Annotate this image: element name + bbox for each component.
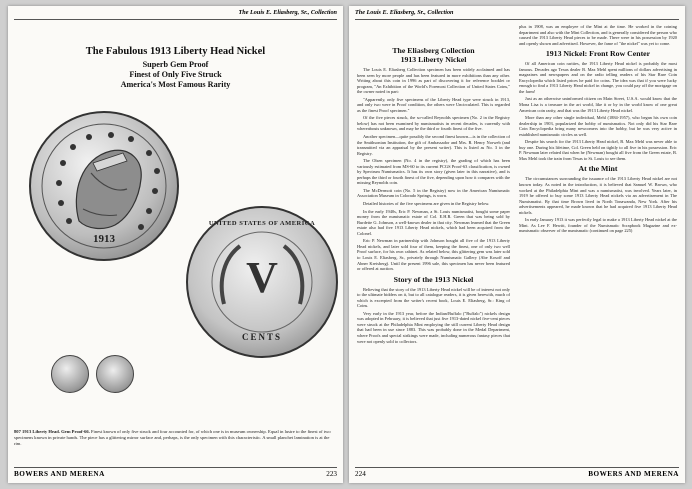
subtitle-line-3: America's Most Famous Rarity: [120, 80, 231, 89]
paragraph: "Apparently, only five specimens of the Liberty Head type were struck in 1913, and only two were in Proof condition, the others were Uncirculated. This is regarded as the finest Proof specimen.": [357, 96, 510, 113]
paragraph: The Louis E. Eliasberg Collection specimen has been widely acclaimed and has been seen by more people and has been featured in more exhibitions than any other. Writing about this coin in 1996 as part of discovering it for reference booklet or program, "An Exhibition of the World's Foremost Collection of United States Coins," the owner noted in part:: [357, 67, 510, 95]
left-page: [8, 6, 343, 483]
caption-title: 1913 Liberty Head. Gem Proof-66.: [22, 429, 90, 434]
paragraph: Eric P. Newman in partnership with Johnson bought all five of the 1913 Liberty Head nickels, and later sold four of them, keeping the finest, one of only two well Proof surface, for his own cabinet. As related below, this glittering gem was later sold to Louis E. Eliasberg, Sr., privately through Numismatic Gallery (Abe Kosoff and Abner Kreisberg). Until the present 1996 sale, this specimen has never been featured or offered at auction.: [357, 238, 510, 272]
paragraph: plus in 1908, was an employee of the Mint at the time. He worked in the coining department and also with the Mint Collection, and is generally considered the person who caused the 1913 Liberty Head pieces to be made. There were in his possession by 1920 and openly shown and advertised. However, the fame of "the nickel" was yet to come.: [519, 24, 677, 46]
right-page: [349, 6, 685, 483]
paragraph: The circumstances surrounding the issuance of the 1913 Liberty Head nickel are not known today. As noted in the introduction, it is believed that Samuel W. Brown, who worked at the Philadelphia Mint and was a numismatist, was involved. Years later, in 1919 he offered to buy some 1913 Liberty Head nickels via an advertisement in The Numismatist. By that time Brown lived in North Tonawanda, New York. After his advertisements appeared, he made known that he had acquired five 1913 Liberty Head nickels.: [519, 176, 677, 215]
paragraph: More than any other single individual, Mehl (1884-1957), who began his own coin dealership in 1903, popularized the hobby of numismatics. Not only did his Star Rare Coin Encyclopedia bring many newcomers into the hobby, but he was very active in established numismatic circles as well.: [519, 115, 677, 137]
paragraph: Of the five pieces struck, the so-called Reynolds specimen (No. 2 in the Registry below) has not been examined by numismatists in recent decades, is currently with whereabouts unknown, and may be the third or fourth finest of the five.: [357, 115, 510, 132]
coin-caption: [14, 429, 334, 447]
page-number: 223: [326, 470, 337, 478]
paragraph: Another specimen—quite possibly the second finest known—is in the collection of the Smithsonian Institution, the gift of Ambassador and Mrs. R. Henry Norweb (and transmitted via an appraisal by the present writer). This is listed as No. 3 in the Registry.: [357, 134, 510, 156]
paragraph: Despite his search for the 1913 Liberty Head nickel, B. Max Mehl was never able to buy one. During his lifetime, Col. Green held on tightly to all five in his possession. Eric P. Newman later related that when he (Newman) bought all five from the Green estate, B. Max Mehl took the train from Texas to St. Louis to see them.: [519, 139, 677, 161]
running-header: The Louis E. Eliasberg, Sr., Collection: [355, 9, 679, 20]
coin-reverse-image: [186, 206, 338, 358]
subtitle-block: [8, 60, 343, 90]
section-title: 1913 Nickel: Front Row Center: [545, 49, 651, 59]
section-subtitle: 1913 Liberty Nickel: [400, 55, 467, 64]
reverse-top-legend: UNITED STATES OF AMERICA: [208, 220, 316, 227]
paragraph: Believing that the story of the 1913 Liberty Head nickel will be of interest not only to the ultimate bidders on it, but to all catalogue readers, it is given herewith, much of which is excerpted from the writer's recent book, Louis E. Eliasberg, Sr.: King of Coins.: [357, 286, 510, 309]
paragraph: Just as an otherwise uninformed citizen on Main Street, U.S.A. would know that the Mona Lisa is a treasure in the art world, like it or by in the world know of one great American coin rarity, and that was the 1913 Liberty Head nickel.: [519, 96, 677, 113]
thumbnail-reverse-image: [96, 355, 134, 393]
paragraph: The McDermott coin (No. 5 in the Registry) now in the American Numismatic Association Museum in Colorado Springs, is worn.: [357, 187, 510, 199]
paragraph: The Olsen specimen (No. 4 in the registry), the grading of which has been variously estimated from MS-60 to its current PCGS Proof-63 classification, is owned by Spectrum Numismatics. It has its own story (given later in this narrative), and is perhaps the third or fourth finest of the five, depending upon how it compares with the missing Reynolds coin.: [357, 158, 510, 186]
column-2: [519, 24, 677, 466]
paragraph: Detailed histories of the five specimens are given in the Registry below.: [363, 201, 490, 207]
coin-obverse-image: [29, 111, 179, 261]
section-title: The Eliasberg Collection: [392, 46, 475, 55]
footer-publisher: BOWERS AND MERENA: [588, 470, 679, 478]
page-footer: [355, 467, 679, 480]
paragraph: In the early 1940s, Eric P. Newman, a St. Louis numismatist, bought some paper money from the numismatic estate of Col. E.H.R. Green that was being sold by Burdette G. Johnson, a well-known dealer in that city. Newman learned that the Green estate also had five 1913 Liberty Head nickels, which had been acquired from the Colonel.: [357, 208, 510, 236]
section-title: At the Mint: [578, 164, 618, 174]
reverse-letter: V: [246, 253, 278, 302]
page-title: The Fabulous 1913 Liberty Head Nickel: [85, 46, 266, 57]
reverse-bottom-legend: CENTS: [241, 332, 282, 342]
footer-publisher: BOWERS AND MERENA: [14, 470, 105, 478]
paragraph: Of all American coin rarities, the 1913 Liberty Head nickel is probably the most famous. Decades ago Texas dealer B. Max Mehl spent millions of dollars advertising in magazines and newspapers and on the radio telling readers of his Star Rare Coin Encyclopedia which listed prices he paid for coins. The idea was that if you were lucky enough to find a 1913 Liberty Head nickel in change, you could pay off the mortgage on the farm!: [519, 61, 677, 94]
running-header: The Louis E. Eliasberg, Sr., Collection: [14, 9, 337, 20]
lot-number: 807: [14, 429, 21, 434]
paragraph: Very early in the 1913 year, before the Indian/Buffalo ("Buffalo") nickels design was adopted in February, it is believed that just five 1913-dated nickel five-cent pieces were struck at the Philadelphia Mint employing the still current Liberty Head design that had been in use since 1883. This was probably done in the Medal Department, where Proofs and special strikings were made, including numerous fantasy pieces that were not openly sold to collectors.: [357, 310, 510, 344]
coin-date: 1913: [93, 233, 115, 245]
subtitle-line-1: Superb Gem Proof: [142, 60, 209, 69]
column-1: [357, 46, 510, 466]
thumbnail-obverse-image: [51, 355, 89, 393]
section-title: Story of the 1913 Nickel: [393, 274, 474, 284]
caption-text: Finest known of only five struck and four accounted for, of which one is in museum ownership. Equal in lustre to the finest of two specimens known in private hands. The piece has a glittering mirror surface and, perhaps, is the only specimen with this characteristic. A small planchet lamination is at the rim.: [14, 429, 331, 446]
paragraph: In early January 1913 it was perfectly legal to make a 1913 Liberty Head nickel at the Mint. As Lee F. Hewitt, founder of the Numismatic Scrapbook Magazine and ex-numismatic observer of the numismatic (continued on page 225): [519, 217, 677, 234]
page-number: 224: [355, 470, 366, 478]
page-footer: [14, 467, 337, 480]
subtitle-line-2: Finest of Only Five Struck: [129, 70, 222, 79]
